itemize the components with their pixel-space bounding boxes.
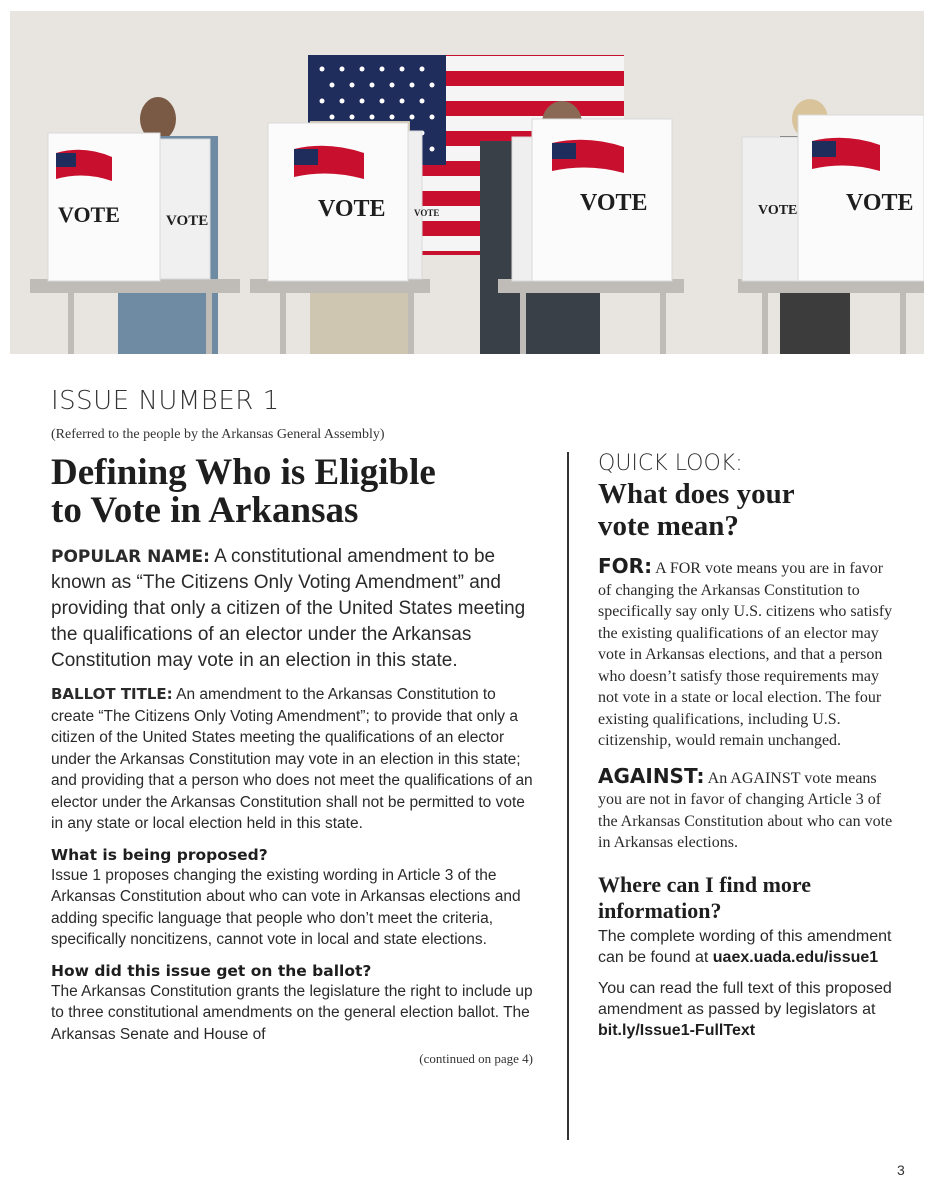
hero-photo — [10, 11, 924, 354]
proposed-heading: What is being proposed? — [51, 845, 268, 864]
main-column — [51, 384, 541, 1067]
more-heading-line-1: Where can I find more — [598, 871, 812, 897]
ballot-title-text: An amendment to the Arkansas Constitution to create “The Citizens Only Voting Amendment”; to provide that only a citizen of the United States meeting the qualifications of an elector under the Arkansas Constitution may vote in an election in this state; and providing that a person who does not meet the qualifications of an elector under the Arkansas Constitution shall not be permitted to vote in any state or local election held in this state. — [51, 686, 533, 832]
ballot-how-heading: How did this issue get on the ballot? — [51, 961, 372, 980]
popular-name-label: POPULAR NAME: — [51, 547, 210, 567]
proposed-text: Issue 1 proposes changing the existing wording in Article 3 of the Arkansas Constitution about who can vote in Arkansas elections and adding specific language that people who don’t meet the criteria, specifically noncitizens, cannot vote in local and state elections. — [51, 866, 521, 948]
page-number: 3 — [897, 1162, 905, 1178]
more-text-2: You can read the full text of this proposed amendment as passed by legislators at — [598, 979, 892, 1018]
ballot-title-label: BALLOT TITLE: — [51, 685, 173, 703]
more-text-1: The complete wording of this amendment can be found at — [598, 927, 892, 966]
vote-label: VOTE — [166, 213, 209, 229]
referred-note: (Referred to the people by the Arkansas General Assembly) — [51, 427, 385, 442]
vote-label: VOTE — [318, 196, 386, 222]
fulltext-link[interactable]: bit.ly/Issue1-FullText — [598, 1021, 756, 1039]
title-line-2: to Vote in Arkansas — [51, 490, 359, 531]
popular-name-text: A constitutional amendment to be known as “The Citizens Only Voting Amendment” and providing that only a citizen of the United States meeting the qualifications of an elector under the Arkansas Constitution may vote in an election in this state. — [51, 546, 526, 671]
booth-2 — [268, 123, 422, 281]
for-label: FOR: — [598, 554, 653, 578]
column-divider — [567, 452, 569, 1140]
for-paragraph — [598, 556, 898, 752]
against-paragraph — [598, 763, 898, 854]
for-text: A FOR vote means you are in favor of changing the Arkansas Constitution to specifically say only U.S. citizens who satisfy the existing qualifications of an elector may vote in Arkansas elections, and that a person who doesn’t satisfy those requirements may not vote in a state or local election. The four existing qualifications, including U.S. citizenship, would remain unchanged. — [598, 560, 893, 749]
quick-look-sidebar — [598, 450, 898, 1041]
booth-3 — [512, 119, 672, 281]
ballot-how-text: The Arkansas Constitution grants the legislature the right to include up to three constitutional amendments on the general election ballot. The Arkansas Senate and House of — [51, 982, 533, 1043]
more-info-heading — [598, 872, 898, 924]
more-info-paragraph-2 — [598, 978, 898, 1041]
more-info-paragraph-1 — [598, 926, 898, 968]
issue1-link[interactable]: uaex.uada.edu/issue1 — [712, 948, 879, 966]
ballot-title-paragraph — [51, 684, 541, 835]
popular-name-paragraph — [51, 544, 541, 674]
vote-label: VOTE — [758, 203, 798, 218]
quick-title-line-1: What does your — [598, 478, 795, 510]
vote-label: VOTE — [846, 190, 914, 216]
against-label: AGAINST: — [598, 763, 705, 788]
vote-label: VOTE — [414, 208, 440, 218]
booth-1 — [48, 133, 210, 281]
title-line-1: Defining Who is Eligible — [51, 452, 436, 493]
quick-look-kicker: QUICK LOOK: — [598, 451, 743, 476]
issue-number: ISSUE NUMBER 1 — [51, 386, 280, 416]
more-heading-line-2: information? — [598, 897, 722, 923]
vote-label: VOTE — [58, 202, 120, 227]
quick-look-title — [598, 478, 898, 542]
against-text: An AGAINST vote means you are not in favor of changing Article 3 of the Arkansas Constitution about who can vote in Arkansas elections. — [598, 769, 893, 851]
continued-note: (continued on page 4) — [419, 1051, 533, 1066]
vote-label: VOTE — [580, 190, 648, 216]
page-title — [51, 454, 541, 530]
booth-4 — [742, 115, 924, 281]
quick-title-line-2: vote mean? — [598, 510, 739, 542]
